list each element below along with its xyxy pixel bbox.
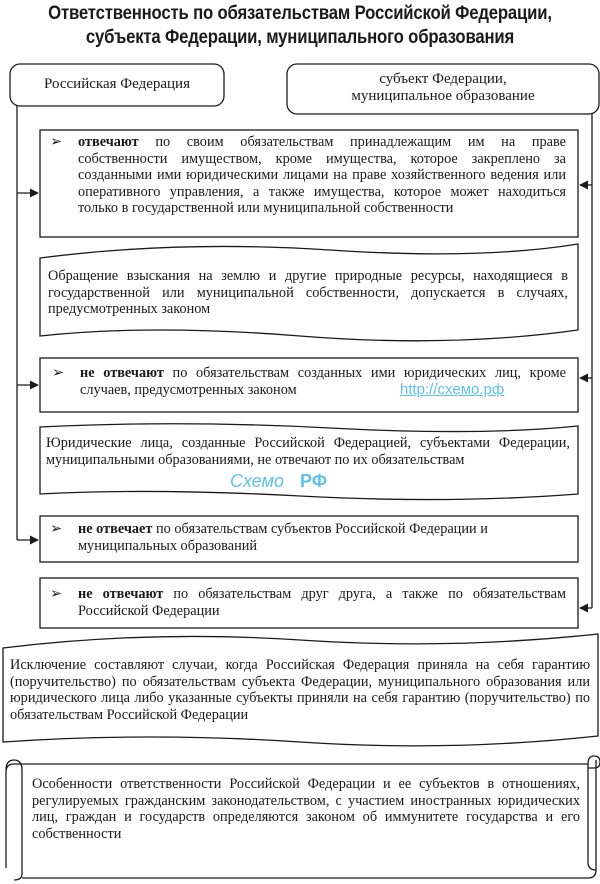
- box-5-text: [50, 521, 558, 554]
- title-line-2: субъекта Федерации, муниципального образования: [85, 27, 515, 48]
- box-6-body: по обязательствам друг друга, а также по обязательствам Российской Федерации: [78, 586, 566, 619]
- bullet-icon: ➢: [50, 521, 62, 537]
- box-3-body: по обязательствам созданных ими юридических лиц, кроме случаев, предусмотренных законом: [80, 365, 566, 398]
- watermark-logo-suffix: РФ: [300, 471, 328, 491]
- bullet-icon: ➢: [52, 365, 64, 381]
- header-subject-municipal: [287, 71, 599, 104]
- box-1-body: по своим обязательствам принадлежащим им на праве собственности имуществом, кроме имущества, которое закреплено за созданными ими юридическими лицами на праве хозяйственного ведения или оперативного управления, а также имущества, которое может находиться только в государственной или муниципальной собственности: [78, 134, 566, 216]
- box-5-bold: не отвечает: [78, 521, 153, 537]
- box-1-text: [50, 134, 566, 217]
- title-line-1: Ответственность по обязательствам Российской Федерации,: [48, 3, 552, 24]
- box-8-text: Особенности ответственности Российской Федерации и ее субъектов в отношениях, регулируемых гражданским законодательством, с участием иностранных юридических лиц, граждан и государств определяются законом об иммунитете государства и его собственности: [32, 776, 580, 842]
- header-russian-federation: Российская Федерация: [44, 76, 190, 92]
- header-right-line-1: субъект Федерации,: [379, 71, 507, 87]
- box-3-text: [52, 365, 566, 398]
- watermark-logo: Схемо: [230, 471, 284, 491]
- header-right-line-2: муниципальное образование: [351, 87, 535, 104]
- bullet-icon: ➢: [50, 586, 62, 602]
- box-5-bold: не отвечают: [78, 586, 164, 602]
- box-5-body: по обязательствам субъектов Российской Федерации и муниципальных образований: [78, 521, 488, 554]
- watermark-url: http://схемо.рф: [400, 381, 505, 398]
- bullet-icon: ➢: [50, 134, 62, 150]
- box-1-bold: отвечают: [78, 134, 139, 150]
- box-7-text: Исключение составляют случаи, когда Российская Федерация приняла на себя гарантию (поручительство) по обязательствам субъекта Федерации, муниципального образования или юридического лица либо указанные субъекты приняли на себя гарантию (поручительство) по обязательствам Российской Федерации: [10, 657, 590, 723]
- box-3-bold: не отвечают: [80, 365, 164, 381]
- box-2-text: Обращение взыскания на землю и другие природные ресурсы, находящиеся в государственной или муниципальной собственности, допускается в случаях, предусмотренных законом: [48, 268, 568, 317]
- connector-left: [17, 106, 38, 540]
- box-6-text: [50, 586, 566, 619]
- connector-right: [580, 114, 592, 608]
- box-4-text: Юридические лица, созданные Российской Федерацией, субъектами Федерации, муниципальными образованиями, не отвечают по их обязательствам: [46, 435, 570, 468]
